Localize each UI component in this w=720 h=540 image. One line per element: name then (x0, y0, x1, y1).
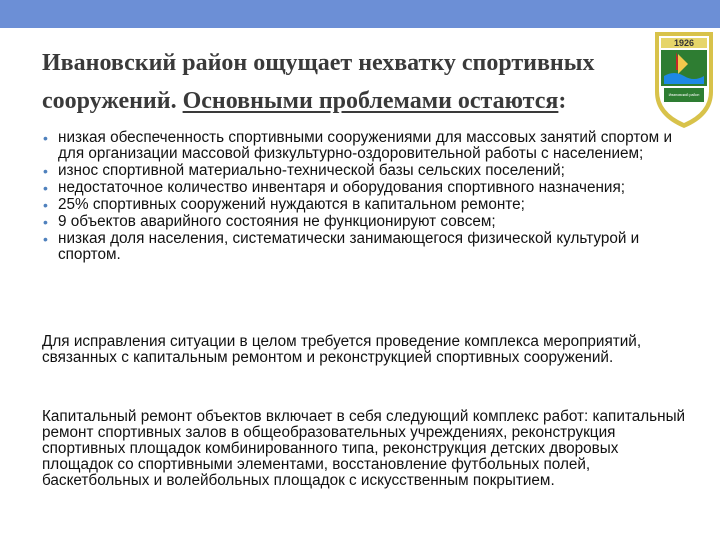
list-item: • недостаточное количество инвентаря и оборудования спортивного назначения; (43, 179, 625, 196)
title-line-2 (42, 82, 652, 120)
list-item: • 25% спортивных сооружений нуждаются в капитальном ремонте; (43, 196, 525, 213)
list-item: • низкая доля населения, систематически занимающегося физической культурой и спортом. (43, 230, 640, 263)
bullet-dot-icon: • (43, 130, 48, 146)
slide-title (42, 44, 652, 120)
title-colon: : (558, 88, 567, 114)
emblem-year: 1926 (673, 38, 695, 48)
list-item: • износ спортивной материально-технической базы сельских поселений; (43, 162, 565, 179)
emblem-caption: Ивановский район (668, 93, 700, 97)
problem-list (42, 130, 692, 264)
district-emblem-icon (652, 30, 716, 130)
paragraph-repair-works: Капитальный ремонт объектов включает в себя следующий комплекс работ: капитальный ремонт спортивных залов в общеобразовательных учреждениях, реконструкция спортивных площадок комбинированного типа, реконструкция детских дворовых площадок со спортивными элементами, восстановление футбольных полей, баскетбольных и волейбольных площадок с искусственным покрытием. (42, 408, 686, 489)
title-underlined-part: Основными проблемами остаются (182, 88, 559, 114)
paragraph-solution: Для исправления ситуации в целом требуется проведение комплекса мероприятий, связанных с капитальным ремонтом и реконструкцией спортивных сооружений. (42, 333, 642, 366)
title-plain-part: сооружений. (42, 88, 183, 114)
list-item: • 9 объектов аварийного состояния не функционируют совсем; (43, 213, 496, 230)
bullet-dot-icon: • (43, 163, 48, 179)
bullet-dot-icon: • (43, 231, 48, 247)
title-line-1: Ивановский район ощущает нехватку спортивных (42, 50, 595, 76)
bullet-dot-icon: • (43, 214, 48, 230)
list-item: • низкая обеспеченность спортивными сооружениями для массовых занятий спортом и для организации массовой физкультурно-оздоровительной работы с населением; (43, 129, 672, 162)
bullet-dot-icon: • (43, 197, 48, 213)
top-color-band (0, 0, 720, 28)
bullet-dot-icon: • (43, 180, 48, 196)
